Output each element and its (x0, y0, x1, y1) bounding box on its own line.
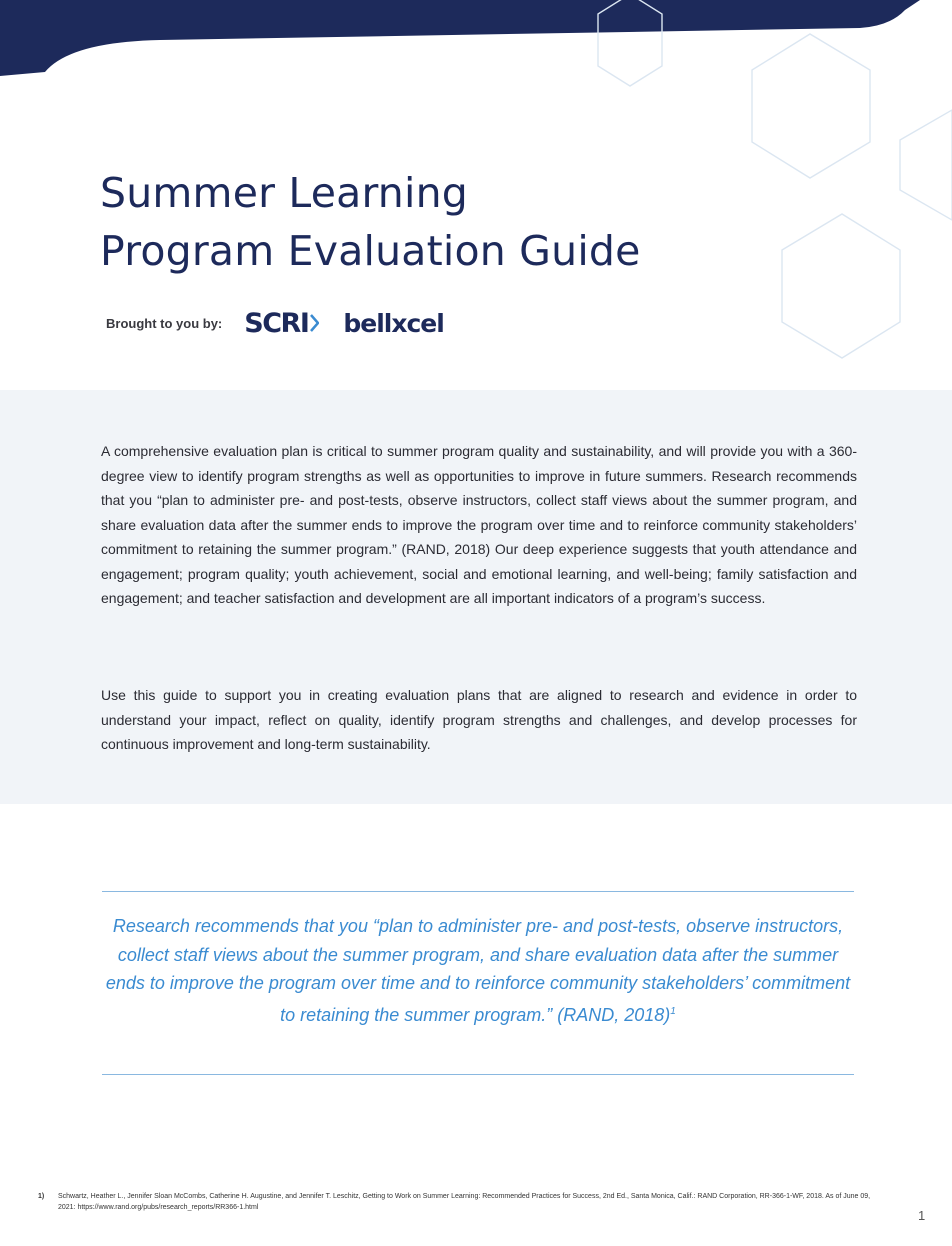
pull-quote (102, 912, 854, 1029)
byline (106, 300, 444, 346)
scri-logo (244, 308, 319, 339)
quote-bottom-rule (102, 1074, 854, 1075)
scri-chevron-icon (310, 314, 319, 332)
footnote-text: Schwartz, Heather L., Jennifer Sloan McCombs, Catherine H. Augustine, and Jennifer T. Leschitz, Getting to Work on Summer Learning: Recommended Practices for Success, 2nd Ed., Santa Monica, Calif.: RAND Corporation, RR-366-1-WF, 2018. As of June 09, 2021: https://www.rand.org/pubs/research_reports/RR366-1.html (58, 1193, 871, 1211)
scri-logo-text: SCRI (244, 307, 309, 339)
footnote (38, 1191, 878, 1213)
pull-quote-footnote-ref: 1 (670, 1005, 676, 1017)
quote-top-rule (102, 891, 854, 892)
title-line-2: Program Evaluation Guide (100, 227, 641, 275)
intro-paragraph-2: Use this guide to support you in creating evaluation plans that are aligned to research and evidence in order to understand your impact, reflect on quality, identify program strengths and challenges, and develop processes for continuous improvement and long-term sustainability. (101, 687, 857, 752)
title-line-1: Summer Learning (100, 169, 468, 217)
page-number: 1 (918, 1208, 926, 1223)
bellxcel-logo: bellxcel (343, 308, 444, 338)
footnote-number: 1) (38, 1193, 45, 1200)
intro-panel (0, 390, 952, 804)
byline-label: Brought to you by: (106, 315, 223, 331)
pull-quote-text: Research recommends that you “plan to administer pre- and post-tests, observe instructors, collect staff views about the summer program, and share evaluation data after the summer ends to improve the program over time and to reinforce community stakeholders’ commitment to retaining the summer program.” (RAND, 2018) (105, 916, 851, 1025)
header-band (0, 0, 952, 80)
page-title (100, 164, 641, 280)
intro-paragraph-1: A comprehensive evaluation plan is critical to summer program quality and sustainability, and will provide you with a 360-degree view to identify program strengths as well as opportunities to improve in future summers. Research recommends that you “plan to administer pre- and post-tests, observe instructors, collect staff views about the summer program, and share evaluation data after the summer ends to improve the program over time and to reinforce community stakeholders’ commitment to retaining the summer program.” (RAND, 2018) Our deep experience suggests that youth attendance and engagement; program quality; youth achievement, social and emotional learning, and well-being; family satisfaction and engagement; and teacher satisfaction and development are all important indicators of a program’s success. (101, 443, 857, 606)
